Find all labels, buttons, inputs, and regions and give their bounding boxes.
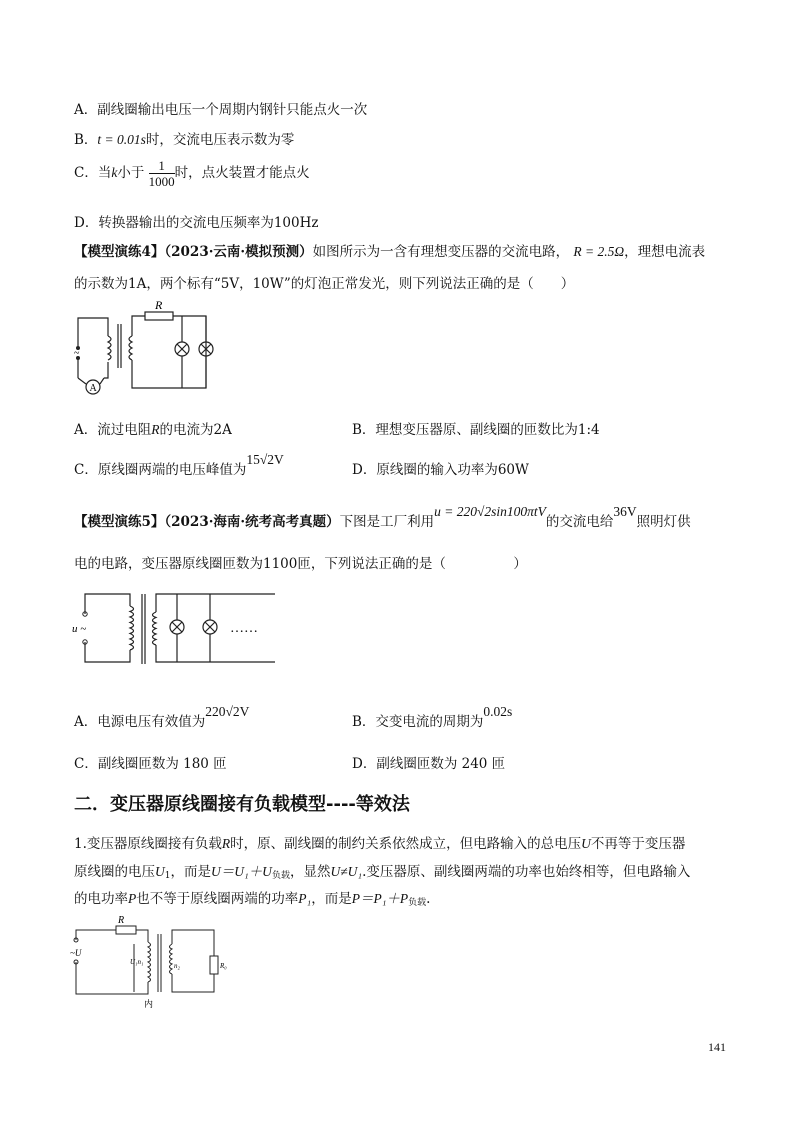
- q5-option-b-text: B．交变电流的周期为: [352, 714, 484, 730]
- q3-option-c-k: k: [111, 165, 118, 180]
- para-load2: 负载: [408, 898, 427, 908]
- para-p3c: ，而是: [311, 891, 352, 907]
- q3-option-b-math: t = 0.01s: [97, 132, 146, 147]
- para-p2d: .变压器原、副线圈两端的功率也始终相等，但电路输入: [362, 864, 691, 880]
- para-p2a: 原线圈的电压: [74, 864, 155, 880]
- q5-tag: 【模型演练5】（2023·海南·统考高考真题）: [74, 514, 340, 530]
- para-u: U: [581, 836, 591, 851]
- q5-option-a: [74, 704, 250, 730]
- section-para-line3: [74, 887, 430, 908]
- q5-option-b: [352, 704, 513, 730]
- q5-stem-line2: 电的电路，变压器原线圈匝数为1100匝，下列说法正确的是（ ）: [74, 556, 527, 572]
- section-u1n1-label: U₁n₁: [130, 958, 144, 966]
- para-eq-u: U＝U₁＋U: [210, 864, 272, 879]
- para-p1b: 时，原、副线圈的制约关系依然成立，但电路输入的总电压: [230, 836, 582, 852]
- section-n2-label: n₂: [174, 962, 180, 970]
- q4-option-c-text: C．原线圈两端的电压峰值为: [74, 462, 247, 478]
- para-eq-p: P＝P₁＋P: [351, 891, 409, 906]
- q4-option-c: [74, 452, 284, 478]
- section-rl-label: R₀: [220, 962, 227, 970]
- q5-option-a-text: A．电源电压有效值为: [74, 714, 206, 730]
- fraction-denominator: 1000: [148, 174, 175, 189]
- para-load1: 负载: [271, 871, 290, 881]
- q4-ammeter-label: A: [89, 383, 97, 394]
- section-inner-label: 内: [144, 999, 154, 1009]
- q3-option-c-mid: 小于: [117, 165, 145, 181]
- q5-stem1-mid: 的交流电给: [545, 514, 614, 530]
- q4-option-b: B．理想变压器原、副线圈的匝数比为1:4: [352, 422, 600, 438]
- q3-option-c-text: 时，点火装置才能点火: [174, 165, 310, 181]
- para-p1c: 不再等于变压器: [590, 836, 686, 852]
- q4-tag: 【模型演练4】（2023·云南·模拟预测）: [74, 244, 313, 260]
- q5-36v: 36V: [613, 504, 637, 519]
- q5-option-b-value: 0.02s: [483, 704, 513, 719]
- q4-option-a-prefix: A．流过电阻: [74, 422, 152, 438]
- q3-option-c: [74, 158, 310, 189]
- section-para-line1: [74, 832, 685, 852]
- q5-stem1-end: 照明灯供: [636, 514, 691, 530]
- page-number: 141: [708, 1040, 726, 1054]
- q4-source-label: ~: [74, 348, 80, 359]
- q4-r-value: R = 2.5Ω: [573, 244, 625, 259]
- para-p3b: 也不等于原线圈两端的功率: [136, 891, 299, 907]
- para-ne: U≠U₁: [330, 864, 363, 879]
- q4-option-a-r: R: [151, 422, 160, 437]
- q3-option-b-prefix: B．: [74, 132, 98, 148]
- q3-option-d: D．转换器输出的交流电压频率为100Hz: [74, 215, 319, 231]
- para-p1: 1.变压器原线圈接有负载: [74, 836, 222, 852]
- section-heading: 二．变压器原线圈接有负载模型----等效法: [74, 794, 410, 815]
- q3-option-b: [74, 128, 294, 148]
- fraction-numerator: 1: [149, 158, 175, 174]
- q5-option-a-value: 220√2V: [205, 704, 250, 719]
- para-p3a: 的电功率: [74, 891, 128, 907]
- q5-u-expression: u = 220√2sin100πtV: [434, 504, 546, 519]
- q3-option-a: A．副线圈输出电压一个周期内钢针只能点火一次: [74, 102, 368, 118]
- q4-option-a: [74, 418, 232, 438]
- para-p: P: [128, 891, 137, 906]
- q4-stem1-end: ，理想电流表: [624, 244, 706, 260]
- q5-option-d: D．副线圈匝数为 240 匝: [352, 756, 506, 772]
- para-p2c: ，显然: [289, 864, 331, 880]
- para-p2b: ，而是: [170, 864, 211, 880]
- section-circuit-diagram: [68, 912, 248, 1012]
- para-p1: P₁: [298, 891, 312, 906]
- q5-dots: ……: [230, 621, 258, 636]
- q5-stem1: 下图是工厂利用: [339, 514, 435, 530]
- q4-circuit-diagram: [70, 296, 220, 396]
- para-u1: U: [155, 864, 165, 879]
- q5-option-c: C．副线圈匝数为 180 匝: [74, 756, 227, 772]
- q4-stem-line1: [74, 240, 705, 260]
- q5-stem-line1: [74, 504, 691, 530]
- q3-option-b-text: 时，交流电压表示数为零: [145, 132, 295, 148]
- q4-option-a-end: 的电流为2A: [159, 422, 232, 438]
- q4-stem1: 如图所示为一含有理想变压器的交流电路，: [312, 244, 570, 260]
- section-r-label: R: [118, 915, 125, 926]
- q4-option-c-value: 15√2V: [246, 452, 284, 467]
- q3-option-c-fraction: [149, 158, 175, 189]
- section-para-line2: 原线圈的电压$U_1$，而是$U=U_1+U_{负载}$，显然U≠U₁.变压器原、副线圈两端的功率也始终相等，但电路输入: [74, 864, 691, 881]
- q4-r-label: R: [155, 298, 163, 312]
- q5-circuit-diagram: [70, 582, 280, 672]
- q4-stem-line2: 的示数为1A，两个标有“5V，10W”的灯泡正常发光，则下列说法正确的是（ ）: [74, 276, 575, 292]
- q5-u-label: u ~: [72, 623, 87, 635]
- q4-option-d: D．原线圈的输入功率为60W: [352, 462, 529, 478]
- q3-option-c-prefix: C．当: [74, 165, 112, 181]
- section-u-label: ~U: [70, 948, 82, 958]
- para-p3-end: .: [426, 891, 431, 907]
- para-r: R: [221, 836, 231, 851]
